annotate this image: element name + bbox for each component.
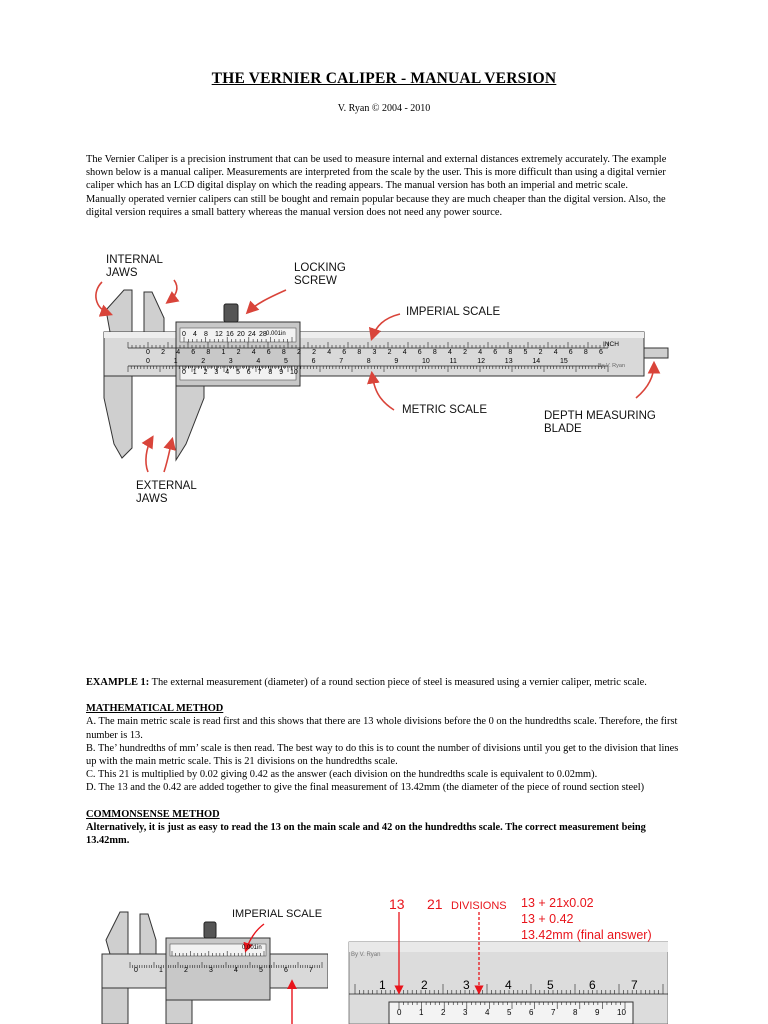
scale-number: 2 — [538, 349, 543, 356]
scale-number: 8 — [508, 349, 513, 356]
scale-number: 0 — [146, 358, 150, 365]
closeup-21: 21 — [427, 896, 443, 912]
step-d: D. The 13 and the 0.42 are added together to give the final measurement of 13.42mm (the diameter of the piece of round section steel) — [86, 782, 645, 794]
scale-number: 8 — [366, 358, 371, 365]
scale-number: 0 — [134, 967, 138, 974]
scale-number: 14 — [532, 358, 541, 365]
scale-number: 12 — [477, 358, 485, 365]
scale-number: 7 — [631, 978, 638, 992]
scale-number: 8 — [573, 1008, 578, 1017]
scale-number: 2 — [441, 1008, 446, 1017]
scale-number: 7 — [339, 358, 344, 365]
scale-number: 2 — [184, 967, 188, 974]
scale-number: 4 — [553, 349, 558, 356]
scale-number: 3 — [372, 349, 377, 356]
scale-number: 8 — [268, 369, 273, 376]
scale-number: 2 — [387, 349, 392, 356]
scale-number: 10 — [290, 369, 298, 376]
scale-number: 5 — [259, 967, 263, 974]
label-locking-screw: LOCKING SCREW — [294, 262, 346, 287]
closeup-divisions: DIVISIONS — [451, 900, 507, 912]
scale-number: 3 — [463, 1008, 468, 1017]
scale-number: 2 — [161, 349, 165, 356]
scale-number: 2 — [421, 978, 428, 992]
scale-number: 6 — [417, 349, 422, 356]
label-external-jaws: EXTERNAL JAWS — [136, 480, 197, 505]
bottom-caliper-imperial — [96, 900, 328, 1024]
scale-number: 15 — [560, 358, 568, 365]
scale-number: 2 — [203, 369, 208, 376]
scale-number: 1 — [221, 349, 226, 356]
scale-number: 7 — [309, 967, 313, 974]
intro-text — [86, 153, 686, 219]
scale-number: 8 — [206, 349, 211, 356]
scale-number: 2 — [463, 349, 467, 356]
example-section — [86, 676, 686, 847]
scale-number: 4 — [402, 349, 407, 356]
scale-number: 4 — [327, 349, 332, 356]
scale-number: 10 — [617, 1008, 626, 1017]
scale-number: 8 — [583, 349, 588, 356]
scale-number: 5 — [507, 1008, 512, 1017]
scale-number: 8 — [357, 349, 362, 356]
step-c: C. This 21 is multiplied by 0.02 giving 0.42 as the answer (each division on the hundredths scale is equivalent to 0.02mm). — [86, 769, 598, 781]
scale-number: 4 — [176, 349, 181, 356]
scale-number: 1 — [173, 358, 178, 365]
scale-number: 6 — [311, 358, 316, 365]
label-imperial-scale: IMPERIAL SCALE — [406, 306, 501, 318]
scale-number: 20 — [237, 331, 245, 338]
scale-number: 11 — [449, 358, 457, 365]
scale-number: 6 — [284, 967, 288, 974]
caliper-diagram — [88, 248, 688, 528]
author-credit: V. Ryan © 2004 - 2010 — [337, 103, 431, 114]
scale-number: 8 — [204, 331, 208, 338]
scale-numbers — [88, 248, 688, 398]
scale-number: 4 — [193, 331, 197, 338]
scale-number: 2 — [201, 358, 206, 365]
closeup-calc-2: 13 + 0.42 — [521, 912, 574, 926]
scale-number: 6 — [529, 1008, 534, 1017]
intro-paragraph-1: The Vernier Caliper is a precision instrument that can be used to measure internal and external distances extremely accurately. The example shown below is a manual caliper. Measurements are interpreted from the scale by the user. This is more difficult than using a digital vernier caliper which has an LCD digital display on which the reading appears. The manual version has both an imperial and metric scale. — [86, 154, 667, 192]
scale-number: 10 — [422, 358, 430, 365]
scale-number: 0 — [182, 369, 186, 376]
example-1: EXAMPLE 1: The external measurement (diameter) of a round section piece of steel is measured using a vernier caliper, metric scale. — [86, 677, 647, 688]
scale-number: 9 — [394, 358, 399, 365]
closeup-calc-3: 13.42mm (final answer) — [521, 928, 652, 942]
scale-number: 9 — [595, 1008, 600, 1017]
scale-number: 6 — [493, 349, 498, 356]
scale-number: 4 — [478, 349, 483, 356]
math-method-heading: MATHEMATICAL METHOD — [86, 703, 224, 715]
scale-number: 1 — [419, 1008, 424, 1017]
scale-number: 4 — [485, 1008, 490, 1017]
scale-number: 24 — [248, 331, 256, 338]
scale-number: 7 — [551, 1008, 556, 1017]
scale-number: 12 — [215, 331, 223, 338]
diagram-credit: By V. Ryan — [598, 363, 626, 369]
scale-number: 13 — [504, 358, 513, 365]
scale-number: 6 — [589, 978, 596, 992]
scale-number: 0 — [182, 331, 186, 338]
closeup-calc-1: 13 + 21x0.02 — [521, 896, 594, 910]
scale-number: 3 — [209, 967, 213, 974]
scale-number: 5 — [236, 369, 240, 376]
scale-number: 6 — [568, 349, 573, 356]
scale-number: 4 — [225, 369, 230, 376]
scale-number: 5 — [523, 349, 528, 356]
scale-number: 2 — [297, 349, 301, 356]
label-metric-scale: METRIC SCALE — [402, 404, 487, 416]
scale-number: 6 — [246, 369, 251, 376]
scale-number: 2 — [236, 349, 241, 356]
scale-number: 6 — [342, 349, 347, 356]
scale-number: 1 — [192, 369, 197, 376]
scale-number: 4 — [448, 349, 452, 356]
scale-number: 5 — [284, 358, 288, 365]
scale-number: 1 — [159, 967, 163, 974]
inch-label: INCH — [603, 341, 619, 348]
scale-number: 2 — [312, 349, 316, 356]
scale-number: 3 — [228, 358, 233, 365]
scale-number: 8 — [281, 349, 286, 356]
scale-number: 4 — [234, 967, 238, 974]
scale-number: 6 — [599, 349, 603, 356]
scale-number: 0 — [397, 1008, 402, 1017]
commonsense-heading: COMMONSENSE METHOD — [86, 808, 220, 820]
bottom-closeup — [345, 890, 668, 1024]
bottom-imperial-label: IMPERIAL SCALE — [232, 908, 323, 920]
scale-number: 0 — [146, 349, 150, 356]
scale-number: 28 — [259, 331, 267, 338]
closeup-credit: By V. Ryan — [351, 952, 381, 958]
bottom-left-unit: 0.001in — [242, 945, 262, 951]
step-b: B. The’ hundredths of mm’ scale is then read. The best way to do this is to count the number of divisions until you get to the division that lines up with the main metric scale. This is 21 divisions on the hundredths scale. — [86, 742, 679, 768]
scale-number: 8 — [432, 349, 437, 356]
scale-number: 4 — [251, 349, 256, 356]
closeup-13: 13 — [389, 896, 405, 912]
scale-number: 5 — [547, 978, 554, 992]
vernier-unit: 0.001in — [266, 331, 286, 337]
scale-number: 4 — [256, 358, 261, 365]
step-a: A. The main metric scale is read first and this shows that there are 13 whole divisions before the 0 on the hundredths scale. Therefore, the first number is 13. — [86, 716, 678, 741]
intro-paragraph-2: Manually operated vernier calipers can still be bought and remain popular because they are much cheaper than the digital version. Also, the digital version requires a small battery whereas the manual version does not need any power source. — [86, 193, 666, 218]
scale-number: 6 — [266, 349, 271, 356]
scale-number: 3 — [463, 978, 470, 992]
scale-number: 9 — [279, 369, 284, 376]
label-depth-blade: DEPTH MEASURING BLADE — [544, 410, 656, 435]
scale-number: 7 — [257, 369, 262, 376]
scale-number: 1 — [379, 978, 386, 992]
commonsense-text: Alternatively, it is just as easy to read the 13 on the main scale and 42 on the hundredths scale. The correct measurement being 13.42mm. — [86, 821, 646, 847]
scale-number: 4 — [505, 978, 512, 992]
page-title: THE VERNIER CALIPER - MANUAL VERSION — [211, 70, 557, 87]
scale-number: 3 — [214, 369, 219, 376]
scale-number: 16 — [226, 331, 234, 338]
scale-number: 6 — [191, 349, 196, 356]
label-internal-jaws: INTERNAL JAWS — [106, 254, 163, 279]
